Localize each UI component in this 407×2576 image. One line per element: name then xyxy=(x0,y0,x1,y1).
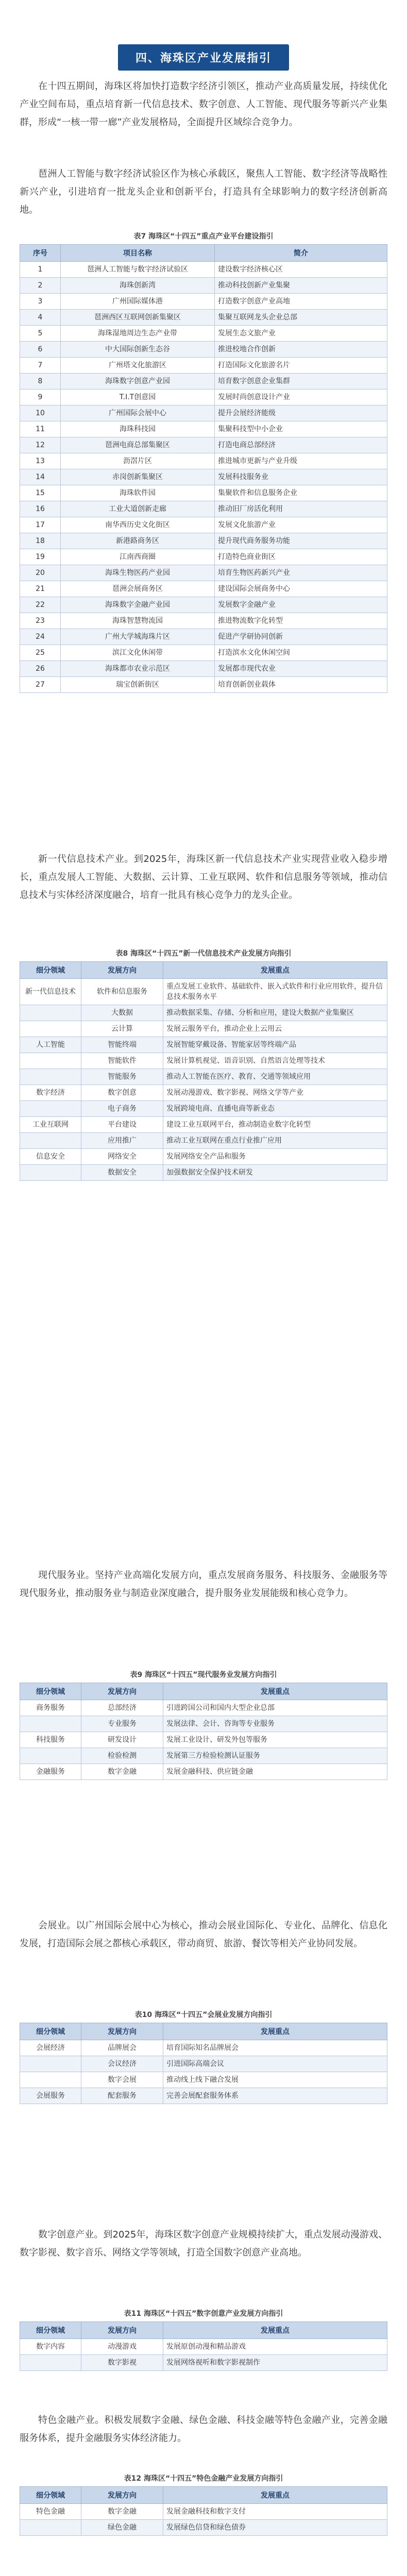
table-cell: 6 xyxy=(20,342,61,358)
table6-header: 发展方向 xyxy=(81,2487,163,2504)
table-cell: 推动科技创新产业集聚 xyxy=(215,278,387,294)
table2 xyxy=(20,961,387,1181)
table-cell: 3 xyxy=(20,294,61,310)
table-cell xyxy=(20,1716,81,1732)
table3-body xyxy=(20,1700,387,1780)
table6-header: 细分领域 xyxy=(20,2487,81,2504)
table-cell: 23 xyxy=(20,613,61,629)
table-row xyxy=(20,1716,387,1732)
table-cell: 云计算 xyxy=(81,1021,163,1037)
table-cell: 商务服务 xyxy=(20,1700,81,1716)
table-cell: 海珠创新湾 xyxy=(61,278,215,294)
table-row xyxy=(20,1764,387,1780)
core-zone-block xyxy=(20,165,387,219)
table-cell: 专业服务 xyxy=(81,1716,163,1732)
exhibition-paragraph: 会展业。以广州国际会展中心为核心，推动会展业国际化、专业化、品牌化、信息化发展，打造国际会展之都核心承载区，带动商贸、旅游、餐饮等相关产业协同发展。 xyxy=(20,1920,387,1949)
new-gen-paragraph: 新一代信息技术产业。到2025年，海珠区新一代信息技术产业实现营业收入稳步增长，重点发展人工智能、大数据、云计算、工业互联网、软件和信息服务等领域，推动信息技术与实体经济深度融合，培育一批具有核心竞争力的龙头企业。 xyxy=(20,854,387,901)
table-row xyxy=(20,2504,387,2520)
table5-wrap xyxy=(20,2321,387,2371)
table-row xyxy=(20,2088,387,2104)
table-cell: 发展法律、会计、咨询等专业服务 xyxy=(163,1716,387,1732)
table-cell: 发展第三方检验检测认证服务 xyxy=(163,1748,387,1764)
table-cell: 建设数字经济核心区 xyxy=(215,262,387,278)
table-row xyxy=(20,469,387,485)
table-row xyxy=(20,2040,387,2056)
table-cell: 推动旧厂房活化利用 xyxy=(215,501,387,517)
table-cell: 发展生态文旅产业 xyxy=(215,326,387,342)
table-cell: 16 xyxy=(20,501,61,517)
table-row xyxy=(20,326,387,342)
table-cell: 海珠数字创意产业园 xyxy=(61,374,215,389)
table-cell: 海珠软件园 xyxy=(61,485,215,501)
table-row xyxy=(20,1069,387,1085)
table-cell: 智能终端 xyxy=(81,1037,163,1053)
table-cell: 打造数字创意产业高地 xyxy=(215,294,387,310)
table-cell: 培育国际知名品牌展会 xyxy=(163,2040,387,2056)
table-cell: 品牌展会 xyxy=(81,2040,163,2056)
table-cell: 加强数据安全保护技术研发 xyxy=(163,1165,387,1181)
table-cell: 14 xyxy=(20,469,61,485)
table-cell: 集聚科技型中小企业 xyxy=(215,421,387,437)
table-cell: 广州国际会展中心 xyxy=(61,405,215,421)
table-row xyxy=(20,1133,387,1149)
table-cell: 2 xyxy=(20,278,61,294)
table-cell: 检验检测 xyxy=(81,1748,163,1764)
table4-header: 发展方向 xyxy=(81,2023,163,2040)
table-cell: 推进校地合作创新 xyxy=(215,342,387,358)
table-cell: 金融服务 xyxy=(20,1764,81,1780)
table-cell: 发展金融科技、供应链金融 xyxy=(163,1764,387,1780)
intro-paragraph: 在十四五期间，海珠区将加快打造数字经济引领区，推动产业高质量发展，持续优化产业空间布局，重点培育新一代信息技术、数字创意、人工智能、现代服务等新兴产业集群，形成“一核一带一廊”产业发展格局，全面提升区域综合竞争力。 xyxy=(20,81,387,128)
table-cell xyxy=(20,2072,81,2088)
table-cell: 海珠科技园 xyxy=(61,421,215,437)
new-gen-block xyxy=(20,850,387,904)
table-cell: 总部经济 xyxy=(81,1700,163,1716)
table3-caption: 表9 海珠区“十四五”现代服务业发展方向指引 xyxy=(130,1671,277,1679)
table-cell: 新一代信息技术 xyxy=(20,979,81,1005)
table-cell: 8 xyxy=(20,374,61,389)
table-cell xyxy=(20,1748,81,1764)
table-cell: 培育创新创业载体 xyxy=(215,677,387,693)
table6-body xyxy=(20,2504,387,2536)
table1-wrap xyxy=(20,244,387,693)
table-cell: 会展服务 xyxy=(20,2088,81,2104)
table-cell: 4 xyxy=(20,310,61,326)
table-cell: 赤岗创新集聚区 xyxy=(61,469,215,485)
table-cell: 1 xyxy=(20,262,61,278)
table-cell: 集聚软件和信息服务企业 xyxy=(215,485,387,501)
table-cell xyxy=(20,1101,81,1117)
table-cell: 建设工业互联网平台，推动制造业数字化转型 xyxy=(163,1117,387,1133)
table6 xyxy=(20,2486,387,2536)
table-cell: 动漫游戏 xyxy=(81,2339,163,2355)
core-zone-paragraph: 琶洲人工智能与数字经济试验区作为核心承载区，聚焦人工智能、数字经济等战略性新兴产业，引进培育一批龙头企业和创新平台，打造具有全球影响力的数字经济创新高地。 xyxy=(20,168,387,215)
table-cell: 10 xyxy=(20,405,61,421)
table-cell: 中大国际创新生态谷 xyxy=(61,342,215,358)
table-cell: 广州国际媒体港 xyxy=(61,294,215,310)
table-cell xyxy=(20,1005,81,1021)
table-cell xyxy=(20,1053,81,1069)
table-cell: 引进国际高端会议 xyxy=(163,2056,387,2072)
table-cell: 9 xyxy=(20,389,61,405)
table-row xyxy=(20,565,387,581)
table-cell: 数字金融 xyxy=(81,2504,163,2520)
table-row xyxy=(20,549,387,565)
table-cell: 滨江文化休闲带 xyxy=(61,645,215,661)
creative-block xyxy=(20,2226,387,2262)
table-cell: 推进物流数字化转型 xyxy=(215,613,387,629)
table-cell: 瑞宝创新街区 xyxy=(61,677,215,693)
table5-body xyxy=(20,2339,387,2371)
table-cell: 海珠都市农业示范区 xyxy=(61,661,215,677)
table-cell: 发展网络视听和数字影视制作 xyxy=(163,2355,387,2371)
table5-header: 细分领域 xyxy=(20,2322,81,2339)
table-cell: 推动数据采集、存储、分析和应用，建设大数据产业集聚区 xyxy=(163,1005,387,1021)
table-cell xyxy=(20,2520,81,2536)
table-cell: 发展科技服务业 xyxy=(215,469,387,485)
table3-wrap xyxy=(20,1683,387,1780)
table-cell: 智能服务 xyxy=(81,1069,163,1085)
table3 xyxy=(20,1683,387,1780)
table-cell: 工业大道创新走廊 xyxy=(61,501,215,517)
table-row xyxy=(20,2355,387,2371)
table-cell: 5 xyxy=(20,326,61,342)
table2-header: 发展重点 xyxy=(163,962,387,979)
table-cell: 大数据 xyxy=(81,1005,163,1021)
creative-paragraph: 数字创意产业。到2025年，海珠区数字创意产业规模持续扩大，重点发展动漫游戏、数字影视、数字音乐、网络文学等领域，打造全国数字创意产业高地。 xyxy=(20,2229,387,2258)
table-cell: 软件和信息服务 xyxy=(81,979,163,1005)
table6-caption: 表12 海珠区“十四五”特色金融产业发展方向指引 xyxy=(124,2475,283,2483)
table2-wrap xyxy=(20,961,387,1181)
table4-body xyxy=(20,2040,387,2104)
table-cell: 新港路商务区 xyxy=(61,533,215,549)
table-cell: 发展金融科技和数字支付 xyxy=(163,2504,387,2520)
table-row xyxy=(20,1021,387,1037)
table-row xyxy=(20,389,387,405)
table4-header: 发展重点 xyxy=(163,2023,387,2040)
table-row xyxy=(20,437,387,453)
table-cell: 培育数字创意企业集群 xyxy=(215,374,387,389)
table-row xyxy=(20,2072,387,2088)
table-row xyxy=(20,405,387,421)
table-cell: 推动人工智能在医疗、教育、交通等领域应用 xyxy=(163,1069,387,1085)
table-cell xyxy=(20,1165,81,1181)
table-row xyxy=(20,342,387,358)
table-cell: 推进城市更新与产业升级 xyxy=(215,453,387,469)
table1-body xyxy=(20,262,387,693)
table-cell: 琶洲电商总部集聚区 xyxy=(61,437,215,453)
table-cell: 发展原创动漫和精品游戏 xyxy=(163,2339,387,2355)
table-row xyxy=(20,2339,387,2355)
table-cell: 会展经济 xyxy=(20,2040,81,2056)
table-cell: 发展工业设计、研发外包等服务 xyxy=(163,1732,387,1748)
table-cell: 11 xyxy=(20,421,61,437)
table-row xyxy=(20,278,387,294)
section-heading-text: 四、海珠区产业发展指引 xyxy=(118,44,289,71)
table-cell: 数字会展 xyxy=(81,2072,163,2088)
table-cell xyxy=(20,1069,81,1085)
table1-caption: 表7 海珠区“十四五”重点产业平台建设指引 xyxy=(133,232,274,241)
table-cell: 发展时尚创意设计产业 xyxy=(215,389,387,405)
table-cell: T.I.T创意园 xyxy=(61,389,215,405)
table-row xyxy=(20,677,387,693)
table-cell: 南华西历史文化街区 xyxy=(61,517,215,533)
table-cell: 工业互联网 xyxy=(20,1117,81,1133)
table-cell xyxy=(20,1021,81,1037)
table6-wrap xyxy=(20,2486,387,2536)
table-cell: 集聚互联网龙头企业总部 xyxy=(215,310,387,326)
table-row xyxy=(20,1005,387,1021)
table-row xyxy=(20,1037,387,1053)
table-cell: 打造滨水文化休闲空间 xyxy=(215,645,387,661)
table5-header: 发展重点 xyxy=(163,2322,387,2339)
table2-body xyxy=(20,979,387,1181)
table2-caption: 表8 海珠区“十四五”新一代信息技术产业发展方向指引 xyxy=(115,950,292,958)
table-cell: 推动线上线下融合发展 xyxy=(163,2072,387,2088)
table1-header: 项目名称 xyxy=(61,245,215,262)
table-cell: 发展文化旅游产业 xyxy=(215,517,387,533)
intro-block xyxy=(20,77,387,131)
table-cell: 促进产学研协同创新 xyxy=(215,629,387,645)
table2-header: 细分领域 xyxy=(20,962,81,979)
table-cell: 完善会展配套服务体系 xyxy=(163,2088,387,2104)
table-row xyxy=(20,645,387,661)
table-cell: 琶洲人工智能与数字经济试验区 xyxy=(61,262,215,278)
table-cell: 平台建设 xyxy=(81,1117,163,1133)
table5-header: 发展方向 xyxy=(81,2322,163,2339)
table-row xyxy=(20,533,387,549)
table-cell: 22 xyxy=(20,597,61,613)
table3-header: 发展方向 xyxy=(81,1683,163,1700)
table-cell: 广州大学城海珠片区 xyxy=(61,629,215,645)
table-cell: 数字创意 xyxy=(81,1085,163,1101)
table-row xyxy=(20,613,387,629)
table-cell: 海珠数字金融产业园 xyxy=(61,597,215,613)
table5-caption: 表11 海珠区“十四五”数字创意产业发展方向指引 xyxy=(124,2310,283,2318)
table-cell: 培育生物医药新兴产业 xyxy=(215,565,387,581)
table-cell: 发展动漫游戏、数字影视、网络文学等产业 xyxy=(163,1085,387,1101)
finance-block xyxy=(20,2411,387,2447)
table-row xyxy=(20,501,387,517)
section-heading xyxy=(0,44,407,71)
table-cell: 应用推广 xyxy=(81,1133,163,1149)
table1-header: 序号 xyxy=(20,245,61,262)
table-cell: 打造电商总部经济 xyxy=(215,437,387,453)
table-cell: 推动工业互联网在重点行业推广应用 xyxy=(163,1133,387,1149)
table-cell: 琶洲会展商务区 xyxy=(61,581,215,597)
table-cell: 17 xyxy=(20,517,61,533)
table-row xyxy=(20,262,387,278)
table-cell: 提升会展经济能级 xyxy=(215,405,387,421)
table-row xyxy=(20,1117,387,1133)
table-cell: 26 xyxy=(20,661,61,677)
table-cell: 智能软件 xyxy=(81,1053,163,1069)
table-cell: 绿色金融 xyxy=(81,2520,163,2536)
table-row xyxy=(20,1149,387,1165)
table4-header: 细分领域 xyxy=(20,2023,81,2040)
table-cell: 信息安全 xyxy=(20,1149,81,1165)
table-row xyxy=(20,310,387,326)
table6-header: 发展重点 xyxy=(163,2487,387,2504)
table-row xyxy=(20,1101,387,1117)
table-row xyxy=(20,597,387,613)
table-row xyxy=(20,1732,387,1748)
table-row xyxy=(20,453,387,469)
table-cell: 电子商务 xyxy=(81,1101,163,1117)
table-cell: 数字内容 xyxy=(20,2339,81,2355)
table-row xyxy=(20,294,387,310)
table-cell: 网络安全 xyxy=(81,1149,163,1165)
table-cell: 7 xyxy=(20,358,61,374)
table-cell xyxy=(20,1133,81,1149)
table-cell: 发展云服务平台，推动企业上云用云 xyxy=(163,1021,387,1037)
table-cell: 发展智能穿戴设备、智能家居等终端产品 xyxy=(163,1037,387,1053)
table-cell: 20 xyxy=(20,565,61,581)
table-row xyxy=(20,1748,387,1764)
modern-service-paragraph: 现代服务业。坚持产业高端化发展方向，重点发展商务服务、科技服务、金融服务等现代服务业，推动服务业与制造业深度融合，提升服务业发展能级和核心竞争力。 xyxy=(20,1570,387,1599)
table3-header: 发展重点 xyxy=(163,1683,387,1700)
table-row xyxy=(20,1085,387,1101)
table-row xyxy=(20,1053,387,1069)
table-row xyxy=(20,485,387,501)
table-cell: 建设国际会展商务中心 xyxy=(215,581,387,597)
table-row xyxy=(20,374,387,389)
table4-caption: 表10 海珠区“十四五”会展业发展方向指引 xyxy=(134,2011,273,2019)
table-cell: 发展绿色信贷和绿色债券 xyxy=(163,2520,387,2536)
table-cell: 21 xyxy=(20,581,61,597)
table-cell: 特色金融 xyxy=(20,2504,81,2520)
table-cell: 海珠生物医药产业园 xyxy=(61,565,215,581)
table3-header: 细分领域 xyxy=(20,1683,81,1700)
table-cell: 数字金融 xyxy=(81,1764,163,1780)
table-cell: 会议经济 xyxy=(81,2056,163,2072)
table-row xyxy=(20,1165,387,1181)
modern-service-block xyxy=(20,1566,387,1602)
table-cell: 数据安全 xyxy=(81,1165,163,1181)
table-row xyxy=(20,358,387,374)
table-cell: 15 xyxy=(20,485,61,501)
table-cell: 数字经济 xyxy=(20,1085,81,1101)
table-cell: 13 xyxy=(20,453,61,469)
table-cell: 发展都市现代农业 xyxy=(215,661,387,677)
table-row xyxy=(20,2520,387,2536)
table-cell: 27 xyxy=(20,677,61,693)
table-cell: 沥滘片区 xyxy=(61,453,215,469)
table-cell: 研发设计 xyxy=(81,1732,163,1748)
table-row xyxy=(20,2056,387,2072)
table-cell: 配套服务 xyxy=(81,2088,163,2104)
table4-wrap xyxy=(20,2023,387,2104)
table-cell: 提升现代商务服务功能 xyxy=(215,533,387,549)
table-cell: 12 xyxy=(20,437,61,453)
table-cell: 琶洲西区互联网创新集聚区 xyxy=(61,310,215,326)
table-cell: 江南西商圈 xyxy=(61,549,215,565)
table-cell: 发展跨境电商、直播电商等新业态 xyxy=(163,1101,387,1117)
table2-header: 发展方向 xyxy=(81,962,163,979)
table-cell: 打造特色商业街区 xyxy=(215,549,387,565)
table-cell: 广州塔文化旅游区 xyxy=(61,358,215,374)
table4 xyxy=(20,2023,387,2104)
table1-header: 简介 xyxy=(215,245,387,262)
table-cell xyxy=(20,2056,81,2072)
table-cell: 引进跨国公司和国内大型企业总部 xyxy=(163,1700,387,1716)
table-row xyxy=(20,517,387,533)
exhibition-block xyxy=(20,1917,387,1953)
table-cell xyxy=(20,2355,81,2371)
table-cell: 发展网络安全产品和服务 xyxy=(163,1149,387,1165)
table-cell: 18 xyxy=(20,533,61,549)
table1 xyxy=(20,244,387,693)
table-cell: 19 xyxy=(20,549,61,565)
table-cell: 25 xyxy=(20,645,61,661)
table-cell: 发展数字金融产业 xyxy=(215,597,387,613)
table-cell: 重点发展工业软件、基础软件、嵌入式软件和行业应用软件，提升信息技术服务水平 xyxy=(163,979,387,1005)
table-cell: 海珠湿地周边生态产业带 xyxy=(61,326,215,342)
table-row xyxy=(20,581,387,597)
finance-paragraph: 特色金融产业。积极发展数字金融、绿色金融、科技金融等特色金融产业，完善金融服务体系，提升金融服务实体经济能力。 xyxy=(20,2415,387,2444)
table5 xyxy=(20,2321,387,2371)
table-cell: 发展计算机视觉、语音识别、自然语言处理等技术 xyxy=(163,1053,387,1069)
table-row xyxy=(20,629,387,645)
table-row xyxy=(20,421,387,437)
table-row xyxy=(20,1700,387,1716)
table-cell: 人工智能 xyxy=(20,1037,81,1053)
table-cell: 海珠智慧物流园 xyxy=(61,613,215,629)
table-cell: 打造国际文化旅游名片 xyxy=(215,358,387,374)
table-row xyxy=(20,979,387,1005)
table-cell: 24 xyxy=(20,629,61,645)
table-row xyxy=(20,661,387,677)
table-cell: 科技服务 xyxy=(20,1732,81,1748)
table-cell: 数字影视 xyxy=(81,2355,163,2371)
